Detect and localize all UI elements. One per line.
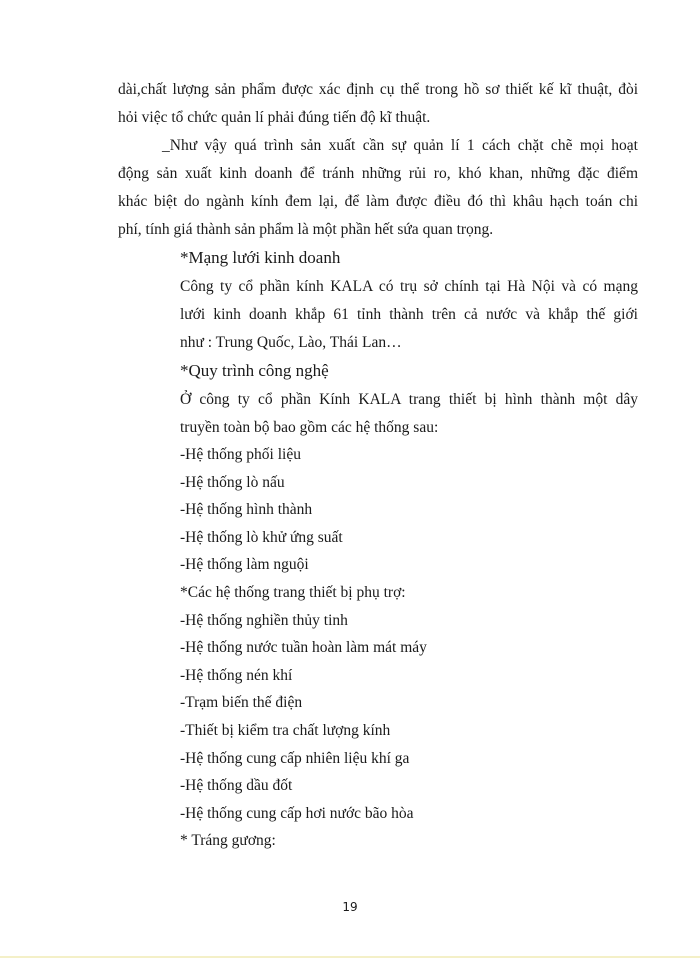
tech-line-1: Ở công ty cổ phần Kính KALA trang thiết bị hình thành một dây (180, 391, 638, 408)
list-item: -Hệ thống làm nguội (180, 556, 309, 574)
list-item: -Hệ thống cung cấp nhiên liệu khí ga (180, 749, 410, 767)
list-item: -Hệ thống nghiền thủy tinh (180, 611, 348, 629)
para2-line-3: khác biệt do ngành kính đem lại, để làm được điều đó thì khâu hạch toán chi (118, 193, 638, 210)
para2-line-2: động sản xuất kinh doanh để tránh những rủi ro, khó khan, những đặc điểm (118, 165, 638, 182)
list-item: -Hệ thống nén khí (180, 666, 293, 684)
network-heading: *Mạng lưới kinh doanh (180, 248, 341, 267)
network-line-1: Công ty cổ phần kính KALA có trụ sở chính tại Hà Nội và có mạng (180, 278, 638, 295)
page-number: 19 (342, 900, 358, 914)
page-bottom-divider (0, 956, 700, 958)
list-item: -Hệ thống phối liệu (180, 446, 301, 463)
para2-line-4: phí, tính giá thành sản phẩm là một phần hết sứa quan trọng. (118, 221, 494, 238)
network-line-3: như : Trung Quốc, Lào, Thái Lan… (180, 334, 402, 351)
tech-line-2: truyền toàn bộ bao gồm các hệ thống sau: (180, 419, 439, 436)
tech-heading: *Quy trình công nghệ (180, 361, 329, 380)
para2-line-1: _Như vậy quá trình sản xuất cần sự quản lí 1 cách chặt chẽ mọi hoạt (162, 137, 638, 154)
list-item: -Trạm biến thế điện (180, 694, 303, 712)
list-item: -Hệ thống cung cấp hơi nước bão hòa (180, 804, 414, 822)
list-item: -Hệ thống hình thành (180, 501, 313, 519)
intro-line-2: hỏi việc tổ chức quản lí phải đúng tiến độ kĩ thuật. (118, 109, 431, 126)
list-item: -Thiết bị kiểm tra chất lượng kính (180, 721, 391, 739)
list-item: * Tráng gương: (180, 832, 276, 850)
equipment-list (180, 441, 427, 855)
list-item: -Hệ thống lò nấu (180, 473, 285, 491)
list-item: *Các hệ thống trang thiết bị phụ trợ: (180, 583, 406, 601)
network-line-2: lưới kinh doanh khắp 61 tỉnh thành trên cả nước và khắp thế giới (180, 306, 638, 323)
list-item: -Hệ thống nước tuần hoàn làm mát máy (180, 639, 427, 657)
intro-line-1: dài,chất lượng sản phẩm được xác định cụ thể trong hồ sơ thiết kế kĩ thuật, đòi (118, 81, 638, 98)
list-item: -Hệ thống lò khử ứng suất (180, 528, 343, 546)
list-item: -Hệ thống dầu đốt (180, 777, 293, 795)
